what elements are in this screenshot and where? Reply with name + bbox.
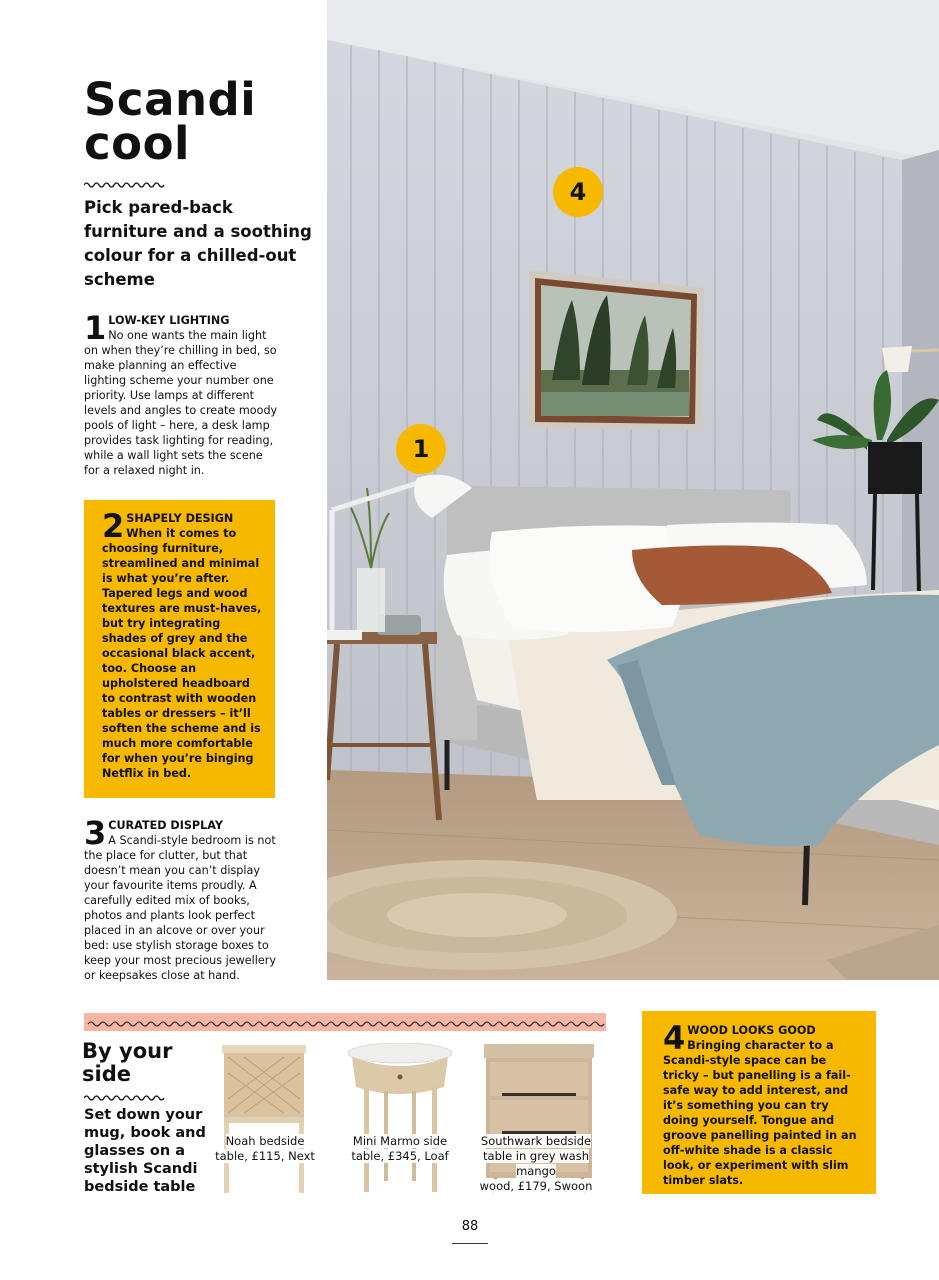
product-detail-line: table in grey wash mango: [483, 1149, 589, 1178]
framed-painting: [529, 270, 704, 430]
product-caption: [212, 1134, 318, 1164]
photo-badge-lighting: 1: [396, 424, 446, 474]
tip-number: 4: [663, 1019, 686, 1057]
bedside-subtitle: Set down your mug, book and glasses on a stylish Scandi bedside table: [84, 1107, 206, 1195]
tip-body: No one wants the main light on when they’re chilling in bed, so make planning an effective lighting scheme your number one priority. Use lamps at different levels and angles to create moody pools of light – here, a desk lamp provides task lighting for reading, while a wall light sets the scene for a relaxed night in.: [84, 329, 278, 477]
bedroom-illustration: [327, 0, 939, 980]
intro-standfirst: Pick pared-back furniture and a soothing colour for a chilled-out scheme: [84, 198, 312, 289]
wavy-divider: [84, 1094, 166, 1102]
product-name-line: Southwark bedside: [480, 1134, 592, 1148]
pink-banner-wave: [84, 1013, 606, 1031]
tip-body: A Scandi-style bedroom is not the place for clutter, but that doesn’t mean you can’t display your favourite items proudly. A carefully edited mix of books, photos and plants look perfect placed in an alcove or over your bed: use stylish storage boxes to keep your most precious jewellery or keepsakes close at hand.: [84, 834, 276, 982]
tip-display: [84, 814, 284, 983]
page-title: [84, 73, 314, 170]
tip-heading: LOW-KEY LIGHTING: [108, 314, 230, 327]
tip-number: 1: [84, 309, 107, 347]
title-line-1: Scandi: [84, 73, 257, 126]
bedroom-photo: [327, 0, 939, 980]
bedside-title: By your side: [82, 1039, 173, 1086]
product-caption: [345, 1134, 455, 1164]
noah-bedside-table-image: [218, 1043, 310, 1195]
wavy-divider: [84, 181, 166, 189]
tip-heading: WOOD LOOKS GOOD: [687, 1024, 816, 1037]
product-price-line: table, £345, Loaf: [351, 1149, 449, 1163]
tip-number: 2: [102, 507, 125, 545]
page-number-rule: [452, 1243, 488, 1244]
tip-body: When it comes to choosing furniture, streamlined and minimal is what you’re after. Tapered legs and wood textures are must-haves, but try integrating shades of grey and the occasional black accent, too. Choose an upholstered headboard to contrast with wooden tables or dressers – it’ll soften the scheme and is much more comfortable for when you’re binging Netflix in bed.: [102, 527, 262, 780]
mini-marmo-side-table-image: [344, 1043, 456, 1195]
tip-body: Bringing character to a Scandi-style space can be tricky – but panelling is a fail-safe way to add interest, and it’s something you can try doing yourself. Tongue and groove panelling painted in an off-white shade is a classic look, or experiment with slim timber slats.: [663, 1039, 857, 1187]
product-name-line: Noah bedside: [225, 1134, 305, 1148]
product-price-line: wood, £179, Swoon: [479, 1179, 593, 1193]
tip-heading: CURATED DISPLAY: [108, 819, 223, 832]
product-name-line: Mini Marmo side: [352, 1134, 448, 1148]
title-line-2: cool: [84, 117, 190, 170]
tip-heading: SHAPELY DESIGN: [126, 512, 234, 525]
page-number: 88: [461, 1219, 479, 1234]
product-caption: [462, 1134, 610, 1194]
pink-banner: [84, 1013, 606, 1031]
product-price-line: table, £115, Next: [215, 1149, 315, 1163]
tip-design: [102, 507, 262, 781]
tip-lighting: [84, 309, 280, 478]
tip-number: 3: [84, 814, 107, 852]
tip-wood: [663, 1019, 861, 1188]
photo-badge-wood: 4: [553, 167, 603, 217]
